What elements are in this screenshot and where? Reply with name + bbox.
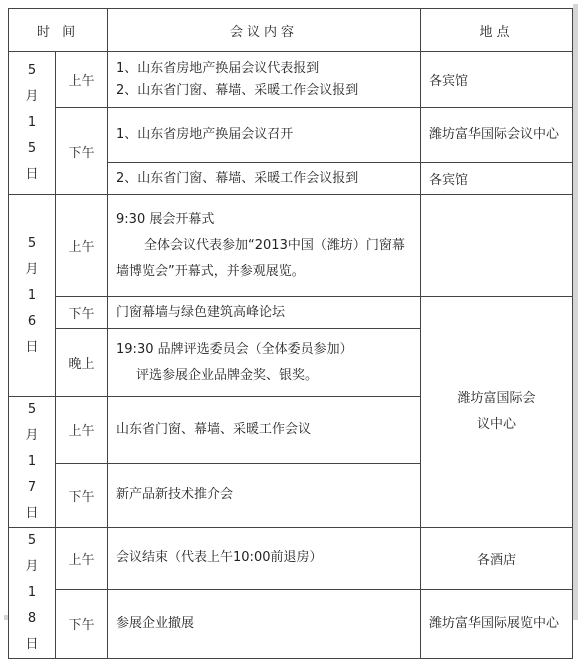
content-cell xyxy=(108,589,421,658)
date-cell-16 xyxy=(9,195,56,397)
location-cell: 各宾馆 xyxy=(421,52,573,108)
header-row xyxy=(9,9,573,52)
location-cell: 各宾馆 xyxy=(421,163,573,195)
content-cell xyxy=(108,195,421,297)
table-row xyxy=(9,589,573,658)
content-cell xyxy=(108,297,421,329)
content-line: 1、山东省房地产换届会议代表报到 xyxy=(116,60,320,76)
table-row xyxy=(9,297,573,329)
content-line: 2、山东省门窗、幕墙、采暖工作会议报到 xyxy=(116,170,359,186)
location-cell: 潍坊富华国际展览中心 xyxy=(421,589,573,658)
location-cell-empty xyxy=(421,195,573,297)
date-label: 5月17日 xyxy=(25,402,39,521)
period-cell: 上午 xyxy=(56,52,108,108)
period-cell: 上午 xyxy=(56,195,108,297)
date-label: 5月18日 xyxy=(25,533,39,652)
content-line: 新产品新技术推介会 xyxy=(116,487,234,503)
merged-location-cell xyxy=(421,297,573,528)
location-cell: 潍坊富华国际会议中心 xyxy=(421,108,573,163)
period-cell: 上午 xyxy=(56,528,108,590)
period-cell: 上午 xyxy=(56,397,108,464)
period-cell: 下午 xyxy=(56,589,108,658)
frame-shadow-right xyxy=(573,4,578,620)
content-cell xyxy=(108,397,421,464)
table-row xyxy=(9,195,573,297)
content-cell xyxy=(108,528,421,590)
content-cell xyxy=(108,108,421,163)
header-content: 会议内容 xyxy=(108,9,421,52)
location-cell: 各酒店 xyxy=(421,528,573,590)
table-row xyxy=(9,52,573,108)
date-cell-18 xyxy=(9,528,56,659)
content-cell xyxy=(108,329,421,397)
schedule-table xyxy=(8,8,573,659)
content-cell xyxy=(108,52,421,108)
content-line: 门窗幕墙与绿色建筑高峰论坛 xyxy=(116,304,286,320)
date-cell-15 xyxy=(9,52,56,195)
period-cell: 下午 xyxy=(56,108,108,195)
merged-location-label: 潍坊富国际会议中心 xyxy=(457,391,536,432)
content-line: 9:30 展会开幕式 xyxy=(116,211,215,227)
content-line: 1、山东省房地产换届会议召开 xyxy=(116,127,294,142)
period-cell: 下午 xyxy=(56,463,108,527)
period-cell: 晚上 xyxy=(56,329,108,397)
table-row xyxy=(9,108,573,163)
date-label: 5月15日 xyxy=(25,63,39,182)
content-line: 2、山东省门窗、幕墙、采暖工作会议报到 xyxy=(116,82,359,98)
header-time: 时 间 xyxy=(9,9,108,52)
period-cell: 下午 xyxy=(56,297,108,329)
content-line: 会议结束（代表上午10:00前退房） xyxy=(116,550,323,566)
content-cell xyxy=(108,463,421,527)
content-line: 全体会议代表参加“2013中国（潍坊）门窗幕墙博览会”开幕式，并参观展览。 xyxy=(116,237,405,279)
content-line: 19:30 品牌评选委员会（全体委员参加） xyxy=(116,341,353,357)
content-cell xyxy=(108,163,421,195)
table-row xyxy=(9,528,573,590)
content-line: 参展企业撤展 xyxy=(116,615,195,631)
content-line: 山东省门窗、幕墙、采暖工作会议 xyxy=(116,421,312,437)
header-location: 地点 xyxy=(421,9,573,52)
date-cell-17 xyxy=(9,397,56,528)
date-label: 5月16日 xyxy=(25,235,39,355)
content-line: 评选参展企业品牌金奖、银奖。 xyxy=(136,367,319,383)
